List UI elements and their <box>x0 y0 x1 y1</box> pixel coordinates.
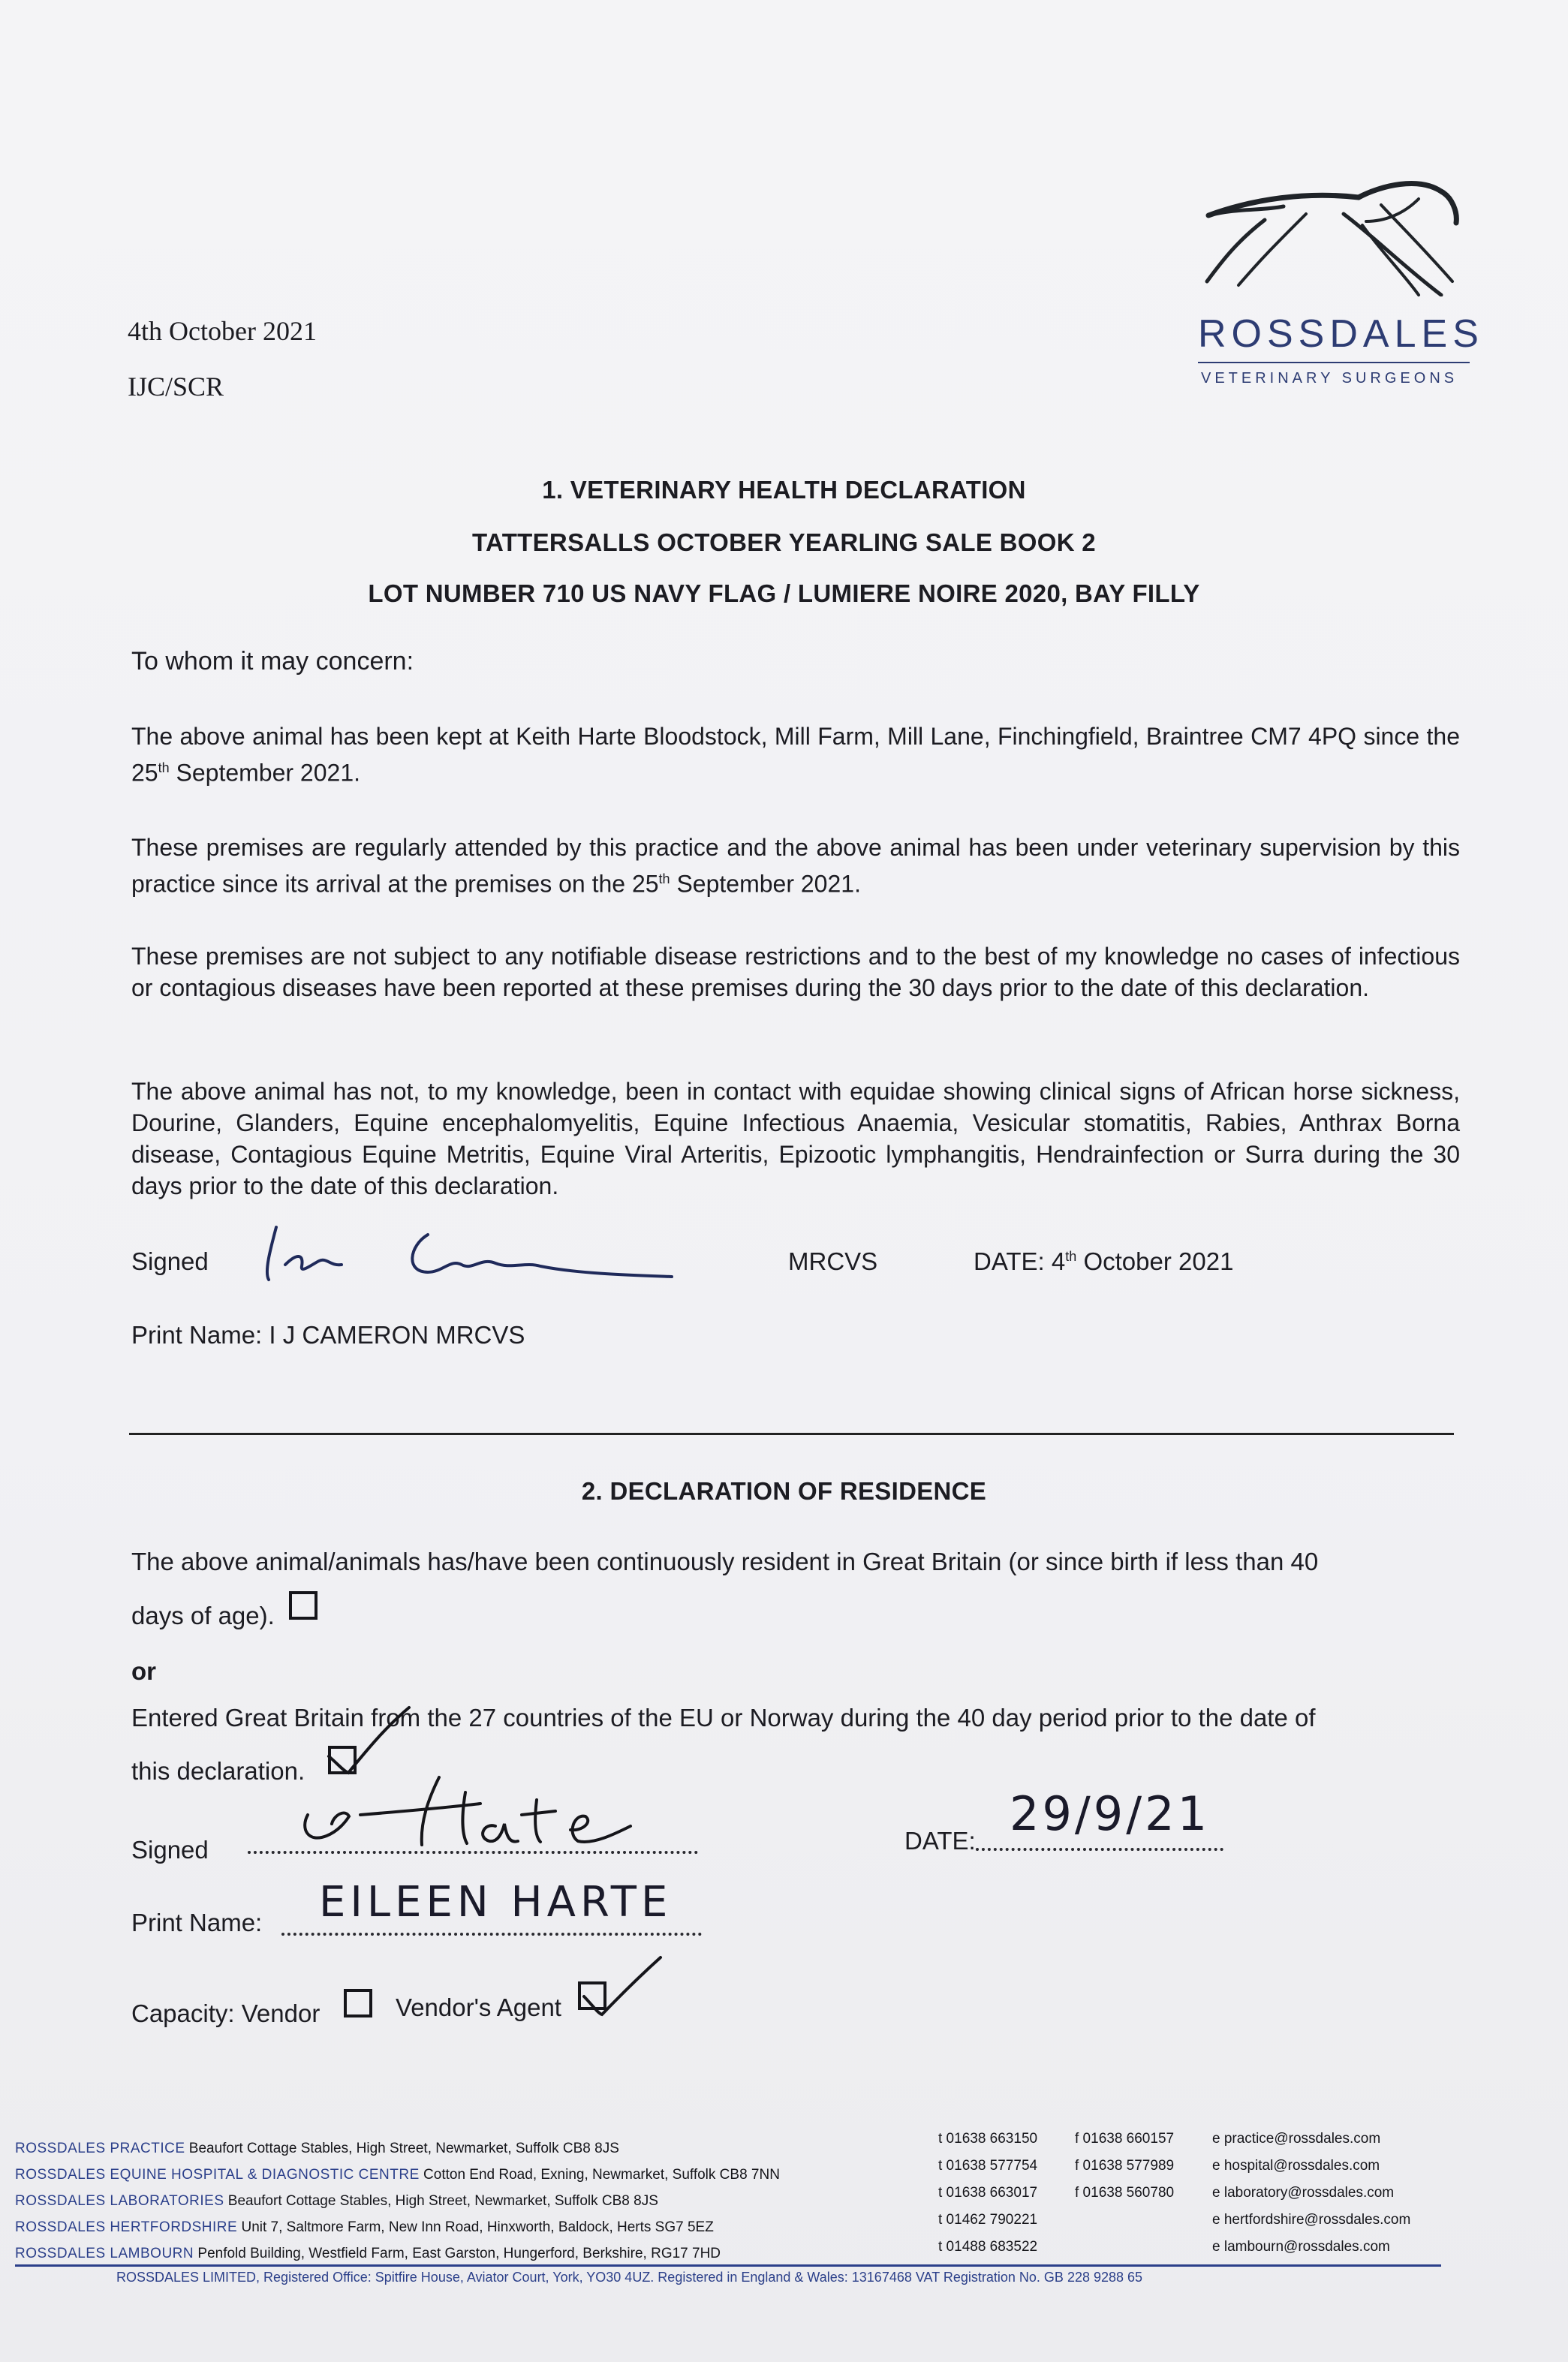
print-name-line <box>281 1933 702 1936</box>
footer-email: e lambourn@rossdales.com <box>1212 2239 1390 2255</box>
logo-divider <box>1198 362 1470 363</box>
section1-print-name: Print Name: I J CAMERON MRCVS <box>131 1321 525 1349</box>
paragraph-supervision: These premises are regularly attended by this practice and the above animal has been under veterinary supervision by this practice since its arrival at the premises on the 25th September 2021. <box>131 834 1460 898</box>
footer-site: ROSSDALES LAMBOURN Penfold Building, Westfield Farm, East Garston, Hungerford, Berkshire, RG17 7HD <box>15 2246 721 2261</box>
footer-site: ROSSDALES LABORATORIES Beaufort Cottage Stables, High Street, Newmarket, Suffolk CB8 8JS <box>15 2193 658 2209</box>
footer-site: ROSSDALES HERTFORDSHIRE Unit 7, Saltmore Farm, New Inn Road, Hinxworth, Baldock, Herts SG7 5EZ <box>15 2219 714 2235</box>
rossdales-logo <box>1193 169 1484 402</box>
logo-tagline: VETERINARY SURGEONS <box>1201 370 1458 387</box>
vet-signature <box>255 1212 676 1287</box>
handwritten-print-name: EILEEN HARTE <box>319 1878 673 1927</box>
footer-email: e hospital@rossdales.com <box>1212 2158 1380 2174</box>
section1-date: DATE: 4th October 2021 <box>974 1247 1234 1275</box>
section1-title: 1. VETERINARY HEALTH DECLARATION <box>542 476 1026 504</box>
footer-registration: ROSSDALES LIMITED, Registered Office: Spitfire House, Aviator Court, York, YO30 4UZ. Registered in England & Wales: 13167468 VAT Registration No. GB 228 9288 65 <box>116 2270 1143 2285</box>
section-divider <box>129 1433 1454 1435</box>
or-label: or <box>131 1657 156 1685</box>
vendor-checkbox[interactable] <box>344 1989 372 2017</box>
footer-phone: t 01638 663017 <box>938 2185 1038 2201</box>
paragraph-disease-contact: The above animal has not, to my knowledge, been in contact with equidae showing clinical signs of African horse sickness, Dourine, Glanders, Equine encephalomyelitis, Equine Infectious Anaemia, Vesicular stomatitis, Rabies, Anthrax Borna disease, Contagious Equine Metritis, Equine Viral Arteritis, Epizootic lymphangitis, Hendrainfection or Surra during the 30 days prior to the date of this declaration. <box>131 1078 1460 1199</box>
residence-option1-line2: days of age). <box>131 1602 275 1629</box>
vendor-signature <box>293 1770 713 1852</box>
section2-signed-label: Signed <box>131 1836 209 1864</box>
footer-site: ROSSDALES PRACTICE Beaufort Cottage Stables, High Street, Newmarket, Suffolk CB8 8JS <box>15 2141 619 2156</box>
footer-site: ROSSDALES EQUINE HOSPITAL & DIAGNOSTIC CENTRE Cotton End Road, Exning, Newmarket, Suffolk CB8 7NN <box>15 2167 780 2183</box>
footer-phone: t 01488 683522 <box>938 2239 1038 2255</box>
horse-icon <box>1193 169 1479 296</box>
handwritten-date: 29/9/21 <box>1010 1786 1211 1841</box>
section2-print-label: Print Name: <box>131 1909 263 1936</box>
paragraph-no-restrictions: These premises are not subject to any notifiable disease restrictions and to the best of my knowledge no cases of infectious or contagious diseases have been reported at these premises during the 30 days prior to the date of this declaration. <box>131 943 1460 1001</box>
footer-fax: f 01638 577989 <box>1075 2158 1175 2174</box>
residence-option2-line1: Entered Great Britain from the 27 countries of the EU or Norway during the 40 day period prior to the date of <box>131 1704 1316 1732</box>
capacity-vendor-label: Capacity: Vendor <box>131 1999 321 2027</box>
logo-name: ROSSDALES <box>1198 312 1484 356</box>
footer-phone: t 01638 663150 <box>938 2131 1038 2147</box>
letter-date: 4th October 2021 <box>128 316 317 346</box>
section1-subtitle: TATTERSALLS OCTOBER YEARLING SALE BOOK 2 <box>472 528 1096 556</box>
footer-fax: f 01638 660157 <box>1075 2131 1175 2147</box>
footer-phone: t 01638 577754 <box>938 2158 1038 2174</box>
footer-email: e hertfordshire@rossdales.com <box>1212 2212 1411 2228</box>
resident-checkbox[interactable] <box>289 1591 318 1620</box>
footer-phone: t 01462 790221 <box>938 2212 1038 2228</box>
paragraph-kept-at: The above animal has been kept at Keith Harte Bloodstock, Mill Farm, Mill Lane, Finchingfield, Braintree CM7 4PQ since the 25th September 2021. <box>131 723 1460 787</box>
footer-email: e laboratory@rossdales.com <box>1212 2185 1395 2201</box>
letter-reference: IJC/SCR <box>128 372 224 402</box>
section2-title: 2. DECLARATION OF RESIDENCE <box>581 1477 987 1505</box>
section1-mrcvs: MRCVS <box>788 1247 878 1275</box>
date-line <box>976 1848 1223 1851</box>
residence-option2-line2: this declaration. <box>131 1757 305 1785</box>
vendors-agent-label: Vendor's Agent <box>396 1993 561 2021</box>
checkmark-icon <box>323 1704 413 1779</box>
footer-rule <box>15 2264 1441 2267</box>
section1-lot: LOT NUMBER 710 US NAVY FLAG / LUMIERE NOIRE 2020, BAY FILLY <box>368 579 1200 607</box>
footer-fax: f 01638 560780 <box>1075 2185 1175 2201</box>
residence-option1-line1: The above animal/animals has/have been continuously resident in Great Britain (or since birth if less than 40 <box>131 1548 1319 1575</box>
section1-signed-label: Signed <box>131 1247 209 1275</box>
salutation: To whom it may concern: <box>131 647 414 676</box>
checkmark-icon <box>578 1951 668 2027</box>
section2-date-label: DATE: <box>904 1827 976 1855</box>
footer-email: e practice@rossdales.com <box>1212 2131 1381 2147</box>
